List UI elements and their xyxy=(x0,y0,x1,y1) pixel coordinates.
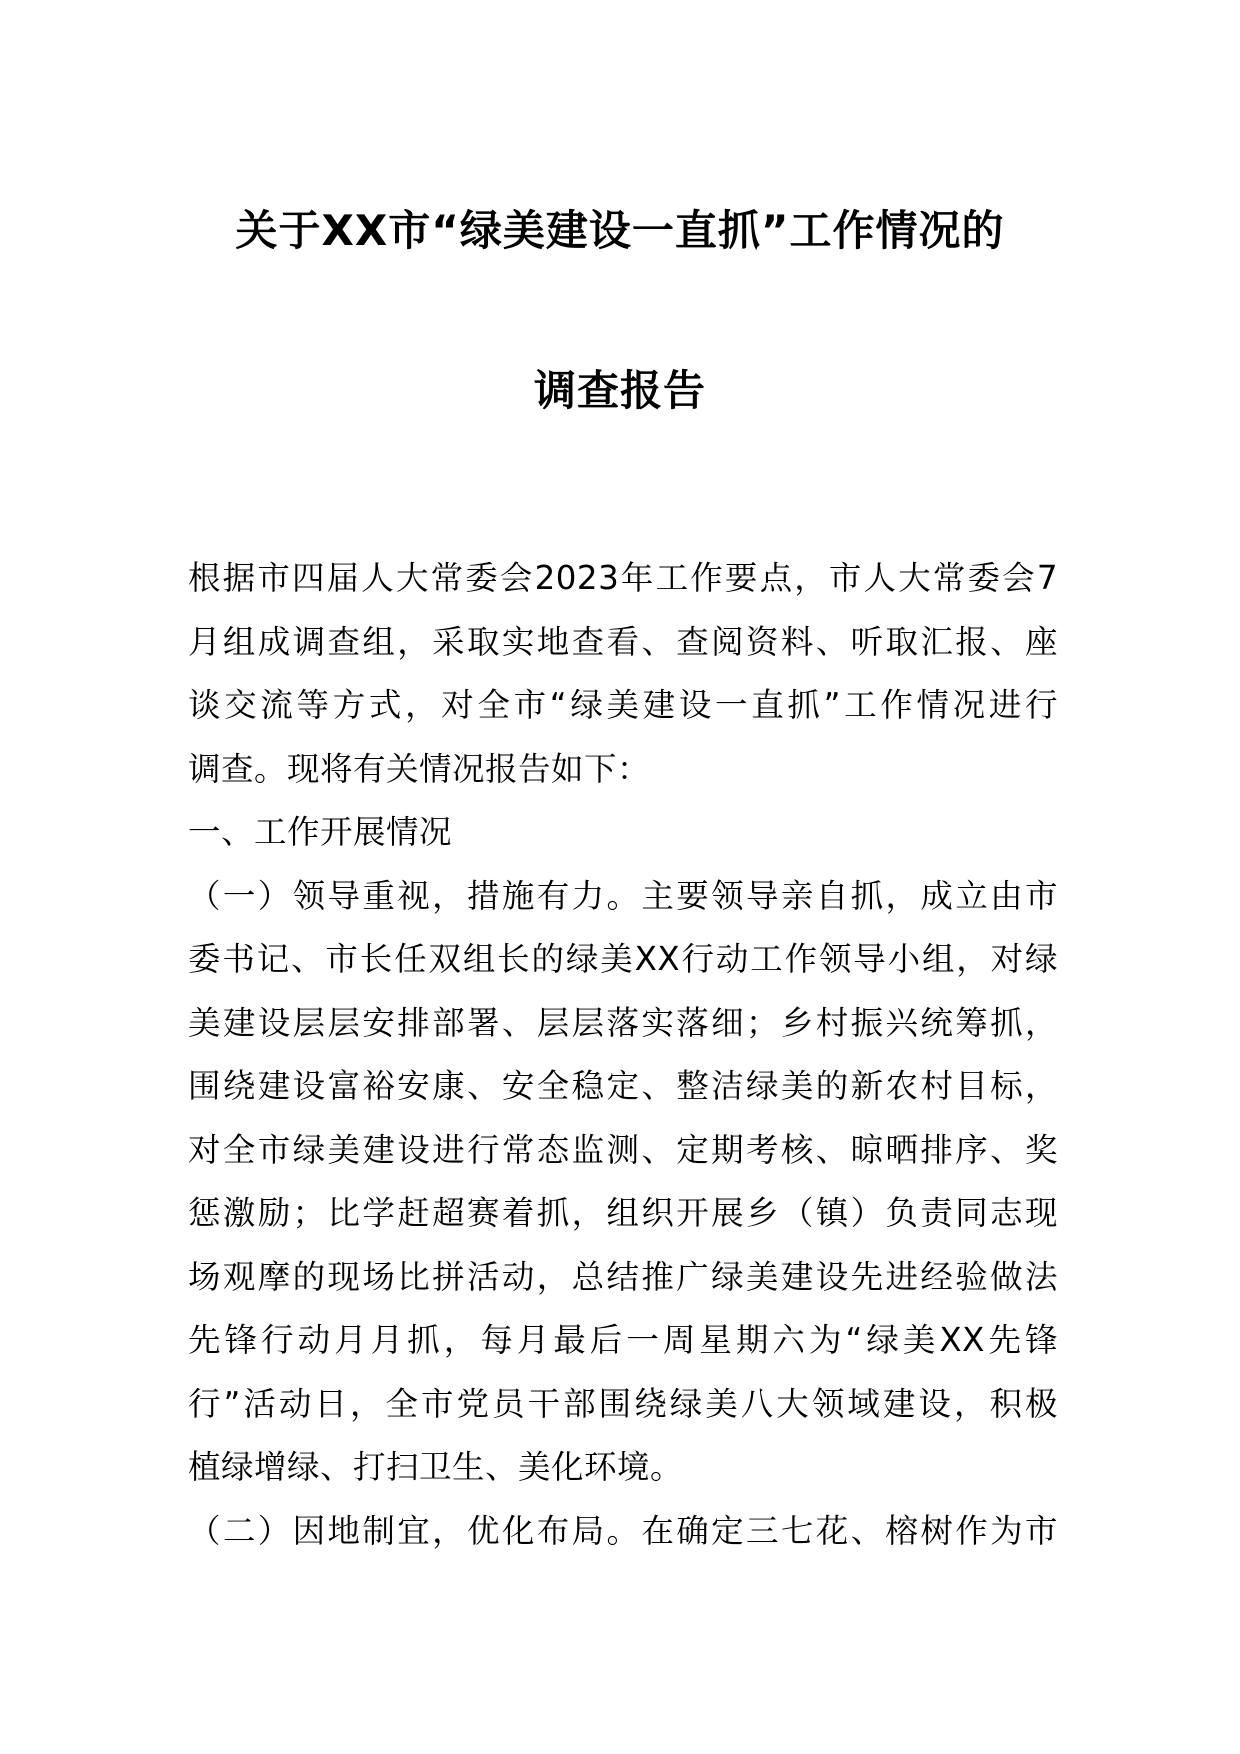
section-heading: 一、工作开展情况 xyxy=(188,813,453,851)
body-line: 先锋行动月月抓，每月最后一周星期六为“绿美XX先锋 xyxy=(188,1321,1058,1359)
body-line: 惩激励；比学赶超赛着抓，组织开展乡（镇）负责同志现 xyxy=(188,1194,1058,1232)
body-line: 围绕建设富裕安康、安全稳定、整洁绿美的新农村目标， xyxy=(188,1067,1058,1105)
body-line: 对全市绿美建设进行常态监测、定期考核、晾晒排序、奖 xyxy=(188,1130,1058,1169)
body-line: 场观摩的现场比拼活动，总结推广绿美建设先进经验做法 xyxy=(188,1257,1058,1296)
body-line: 谈交流等方式，对全市“绿美建设一直抓”工作情况进行 xyxy=(188,686,1058,724)
document-title-line-2: 调查报告 xyxy=(533,366,706,415)
body-line: 植绿增绿、打扫卫生、美化环境。 xyxy=(188,1448,684,1486)
body-line: 调查。现将有关情况报告如下： xyxy=(188,749,651,788)
body-line: 行”活动日，全市党员干部围绕绿美八大领域建设，积极 xyxy=(188,1384,1058,1423)
body-line: 委书记、市长任双组长的绿美XX行动工作领导小组，对绿 xyxy=(188,940,1058,978)
document-title-line-1: 关于XX市“绿美建设一直抓”工作情况的 xyxy=(235,206,1005,255)
body-line: （一）领导重视，措施有力。主要领导亲自抓，成立由市 xyxy=(188,876,1058,915)
body-line: （二）因地制宜，优化布局。在确定三七花、榕树作为市 xyxy=(188,1511,1058,1550)
body-line: 根据市四届人大常委会2023年工作要点，市人大常委会7 xyxy=(188,559,1058,597)
body-line: 月组成调查组，采取实地查看、查阅资料、听取汇报、座 xyxy=(188,622,1058,661)
body-line: 美建设层层安排部署、层层落实落细；乡村振兴统筹抓， xyxy=(188,1003,1058,1042)
report-body xyxy=(188,547,1058,1563)
